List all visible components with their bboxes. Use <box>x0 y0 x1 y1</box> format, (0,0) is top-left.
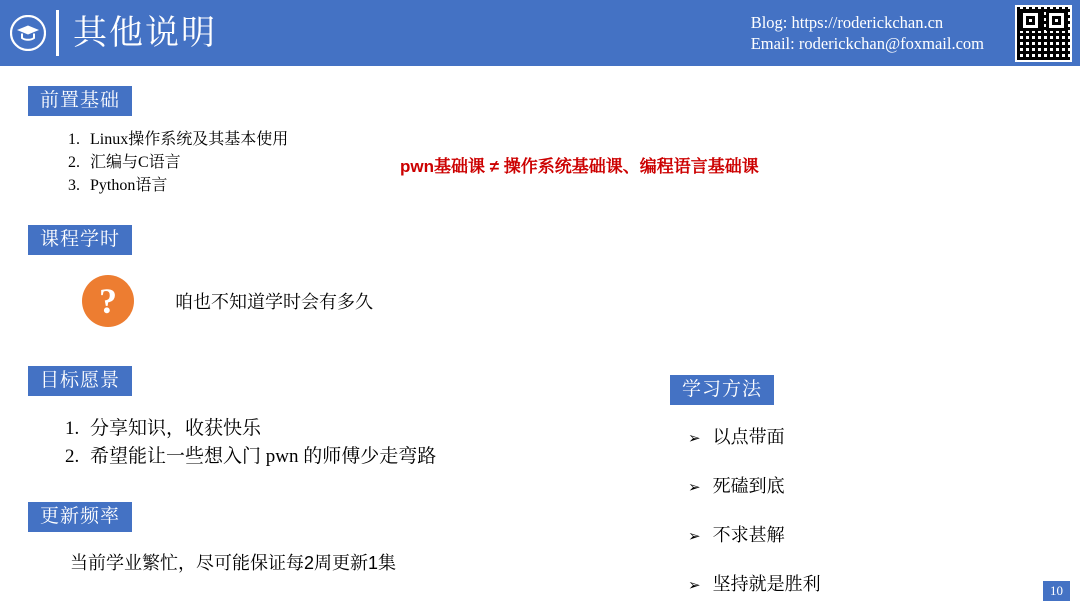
chevron-right-icon: ➢ <box>688 577 701 594</box>
page-number: 10 <box>1043 581 1070 601</box>
vision-list <box>50 415 436 471</box>
frequency-text: 当前学业繁忙，尽可能保证每2周更新1集 <box>70 553 397 573</box>
list-item: 1. Linux操作系统及其基本使用 <box>84 128 288 151</box>
method-item-4 <box>688 570 821 596</box>
slide-header <box>0 0 1080 66</box>
list-item: 1. 分享知识，收获快乐 <box>84 415 436 443</box>
section-heading-hours: 课程学时 <box>28 225 132 255</box>
chevron-right-icon: ➢ <box>688 430 701 447</box>
question-badge-icon: ? <box>82 275 134 327</box>
section-heading-vision: 目标愿景 <box>28 366 132 396</box>
section-heading-method: 学习方法 <box>670 375 774 405</box>
prereq-note: pwn基础课 ≠ 操作系统基础课、编程语言基础课 <box>400 157 759 176</box>
email-line: Email: roderickchan@foxmail.com <box>750 34 984 53</box>
method-item-label: 坚持就是胜利 <box>712 574 821 594</box>
chevron-right-icon: ➢ <box>688 528 701 545</box>
method-item-label: 死磕到底 <box>712 476 785 496</box>
chevron-right-icon: ➢ <box>688 479 701 496</box>
header-contact <box>751 12 984 54</box>
method-item-3 <box>688 521 785 547</box>
section-heading-frequency: 更新频率 <box>28 502 132 532</box>
blog-line: Blog: https://roderickchan.cn <box>750 13 944 32</box>
hours-text: 咱也不知道学时会有多久 <box>175 292 373 312</box>
prereq-list <box>50 128 288 197</box>
section-heading-prereq: 前置基础 <box>28 86 132 116</box>
graduation-cap-icon <box>0 0 56 66</box>
method-item-2 <box>688 472 785 498</box>
list-item: 3. Python语言 <box>84 174 288 197</box>
method-item-label: 不求甚解 <box>712 525 785 545</box>
method-item-label: 以点带面 <box>712 427 785 447</box>
list-item: 2. 希望能让一些想入门 pwn 的师傅少走弯路 <box>84 443 436 471</box>
list-item: 2. 汇编与C语言 <box>84 151 288 174</box>
header-divider <box>56 10 59 56</box>
method-item-1 <box>688 423 785 449</box>
qr-code-icon <box>1015 5 1072 62</box>
page-title: 其他说明 <box>73 14 217 52</box>
